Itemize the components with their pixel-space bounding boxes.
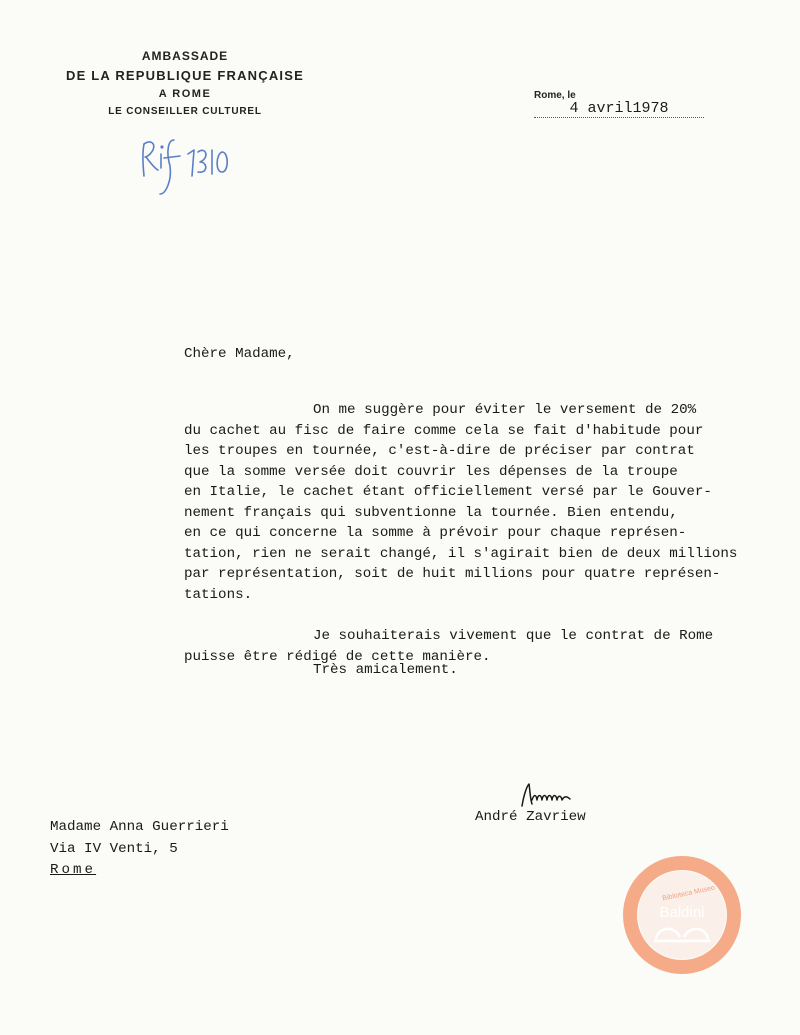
recipient-address <box>50 817 229 882</box>
date-value: 4 avril1978 <box>534 101 704 118</box>
dateline <box>534 90 754 118</box>
letterhead-line-2: DE LA REPUBLIQUE FRANÇAISE <box>65 68 304 83</box>
paragraph-1-line: tations. <box>184 586 253 603</box>
paragraph-1-line: en ce qui concerne la somme à prévoir pour chaque représen- <box>184 525 687 541</box>
paragraph-1-line: que la somme versée doit couvrir les dépenses de la troupe <box>184 463 678 480</box>
recipient-street: Via IV Venti, 5 <box>50 840 178 857</box>
stamp-name: Baldini <box>659 904 705 921</box>
letterhead <box>40 46 330 122</box>
letterhead-line-1: AMBASSADE <box>141 49 229 63</box>
recipient-name: Madame Anna Guerrieri <box>50 819 229 835</box>
paragraph-1-line: nement français qui subventionne la tournée. Bien entendu, <box>184 504 678 521</box>
paragraph-2-line: puisse être rédigé de cette manière. <box>184 648 491 665</box>
signer-name: André Zavriew <box>475 809 586 825</box>
library-stamp <box>620 853 744 982</box>
handwritten-reference <box>136 132 236 211</box>
letterhead-line-3: A ROME <box>158 88 212 100</box>
letter-body <box>184 400 796 667</box>
recipient-city: Rome <box>50 862 97 878</box>
paragraph-1-line: les troupes en tournée, c'est-à-dire de préciser par contrat <box>184 443 695 459</box>
paragraph-1-line: par représentation, soit de huit millions pour quatre représen- <box>184 566 721 582</box>
letterhead-line-4: LE CONSEILLER CULTUREL <box>108 106 262 117</box>
closing: Très amicalement. <box>313 662 458 678</box>
paragraph-1-line: en Italie, le cachet étant officiellement versé par le Gouver- <box>184 484 712 500</box>
paragraph-1-line: tation, rien ne serait changé, il s'agirait bien de deux millions <box>184 545 738 562</box>
date-label: Rome, le <box>534 90 576 101</box>
paragraph-1-line: On me suggère pour éviter le versement de 20% <box>313 402 697 418</box>
salutation: Chère Madame, <box>184 346 295 362</box>
stamp-small-text: Biblioteca Museo <box>661 884 716 903</box>
paragraph-2-line: Je souhaiterais vivement que le contrat de Rome <box>313 628 714 644</box>
paragraph-1-line: du cachet au fisc de faire comme cela se fait d'habitude pour <box>184 422 704 439</box>
